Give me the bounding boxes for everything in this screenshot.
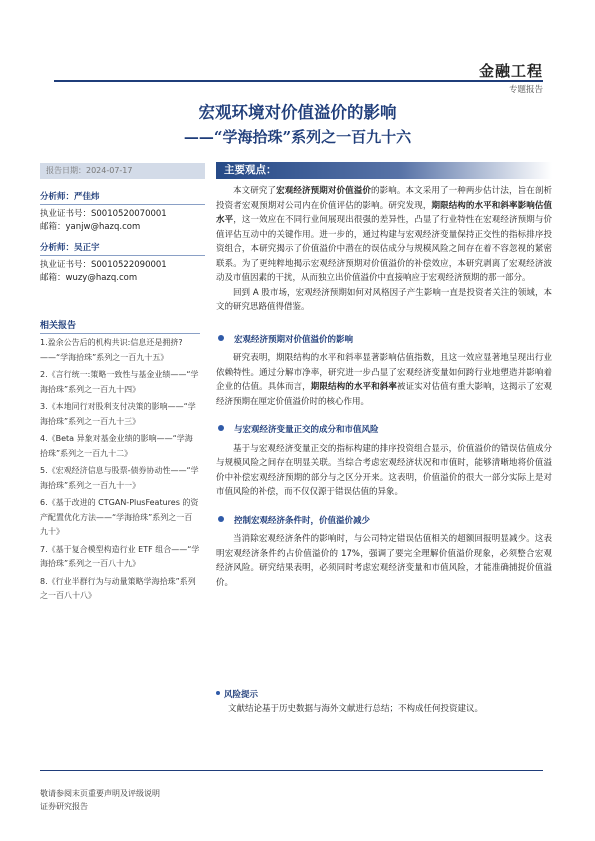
report-type: 专题报告 [508,85,543,95]
risk-heading: 风险提示 [216,682,552,698]
related-item[interactable]: 1.盈余公告后的机构共识:信息还是拥挤?——“学海拾珠”系列之一百九十五》 [40,338,183,362]
report-title: 宏观环境对价值溢价的影响 [198,103,397,122]
section-3-text: 当消除宏观经济条件的影响时，与公司特定错误估值相关的超额回报明显减少。这表明宏观经济条件约占价值溢价的 17%，强调了要完全理解价值溢价现象，必须整合宏观经济风险。研究结果表明，必须同时考虑宏观经济变量和市值风险，才能准确捕捉价值溢价。 [216,534,552,588]
related-heading: 相关报告 [40,321,77,331]
bullet-icon [218,516,224,522]
footer-disclaimer[interactable]: 敬请参阅末页重要声明及评级说明 [40,789,160,798]
analyst-rule [40,255,205,256]
related-item[interactable]: 4.《Beta 异象对基金业绩的影响——“学海拾珠”系列之一百九十二》 [40,434,193,458]
related-item[interactable]: 2.《言行统一:策略一致性与基金业绩——“学海拾珠”系列之一百九十四》 [40,370,199,394]
related-item[interactable]: 6.《基于改进的 CTGAN-PlusFeatures 的资产配置优化方法——“学海拾珠”系列之一百九十》 [40,498,199,536]
report-date: 报告日期：2024-07-17 [46,166,133,175]
risk-text: 文献结论基于历史数据与海外文献进行总结；不构成任何投资建议。 [228,704,484,714]
analyst-block-1 [40,190,205,234]
related-item[interactable]: 5.《宏观经济信息与股票-债券协动性——“学海拾珠”系列之一百九十一》 [40,466,199,490]
section-heading-1: 宏观经济预期对价值溢价的影响 [216,333,552,348]
main-points-bar [216,162,552,179]
report-subtitle: ——“学海拾珠”系列之一百九十六 [183,128,412,146]
footer-type: 证券研究报告 [40,802,88,811]
bullet-icon [216,691,220,695]
brand-title: 金融工程 [478,62,543,80]
main-points-heading: 主要观点： [224,164,277,176]
analyst-block-2 [40,241,205,285]
analyst-cert: 执业证书号：S0010520070001 [40,209,167,219]
related-item[interactable]: 3.《本地同行对股利支付决策的影响——“学海拾珠”系列之一百九十三》 [40,402,196,426]
section-2-text: 基于与宏观经济变量正交的指标构建的排序投资组合显示，价值溢价的错误估值成分与规模风险之间存在明显关联。当综合考虑宏观经济状况和市值时，能够清晰地将价值溢价中补偿宏观经济预期的部分与之区分开来。这表明，价值溢价的很大一部分实际上是对市值风险的补偿，而不仅仅源于错误估值的异象。 [216,443,552,497]
emphasis: 期限结构的水平和斜率影响估值水平 [216,200,552,225]
analyst-name: 分析师：吴正宇 [40,243,100,253]
bullet-icon [218,425,224,431]
date-bar [40,163,205,179]
analyst-name: 分析师：严佳炜 [40,192,100,202]
related-item[interactable]: 8.《行业半群行为与动量策略学海拾珠”系列之一百八十八》 [40,576,196,600]
analyst-rule [40,204,205,205]
footer [40,787,160,813]
related-item[interactable]: 7.《基于复合模型构造行业 ETF 组合——“学海拾珠”系列之一百八十九》 [40,544,200,568]
emphasis: 期限结构的水平和斜率 [310,382,397,392]
analyst-email[interactable]: 邮箱：yanjw@hazq.com [40,222,141,232]
main-body [216,184,552,590]
emphasis: 宏观经济预期对价值溢价 [276,186,371,196]
section-heading-3: 控制宏观经济条件时，价值溢价减少 [216,514,552,529]
intro-paragraph: 本文研究了宏观经济预期对价值溢价的影响。本文采用了一种两步估计法，旨在剖析投资者宏观预期对公司内在价值评估的影响。研究发现，期限结构的水平和斜率影响估值水平，这一效应在不同行业间展现出很强的差异性，凸显了行业特性在宏观经济预期与价值评估互动中的关键作用。进一步的，通过构建与宏观经济变量保持正交性的指标排序投资组合，本研究揭示了价值溢价中潜在的误估成分与规模风险之间存在着不容忽视的紧密联系。为了更纯粹地揭示宏观经济预期对价值溢价的补偿效应，本研究剥离了宏观经济波动及市值因素的干扰，从而独立出价值溢价中直接响应于宏观经济预期的那一部分。 [216,186,552,283]
bullet-icon [218,335,224,341]
related-rule [40,333,200,334]
a-share-paragraph: 回到 A 股市场，宏观经济预期如何对风格因子产生影响一直是投资者关注的领域，本文的研究思路值得借鉴。 [216,287,552,312]
section-1-text: 研究表明，期限结构的水平和斜率显著影响估值指数，且这一效应显著地呈现出行业依赖特性。通过分解市净率，研究进一步凸显了宏观经济变量如何跨行业地塑造并影响着企业的估值。具体而言，期限结构的水平和斜率被证实对估值有重大影响，这揭示了宏观经济预期在厘定价值溢价时的核心作用。 [216,353,552,407]
section-heading-2: 与宏观经济变量正交的成分和市值风险 [216,423,552,438]
analyst-cert: 执业证书号：S0010522090001 [40,260,167,270]
analyst-email[interactable]: 邮箱：wuzy@hazq.com [40,273,138,283]
header-rule [54,80,543,82]
footer-rule [40,770,543,771]
related-reports [40,318,200,607]
